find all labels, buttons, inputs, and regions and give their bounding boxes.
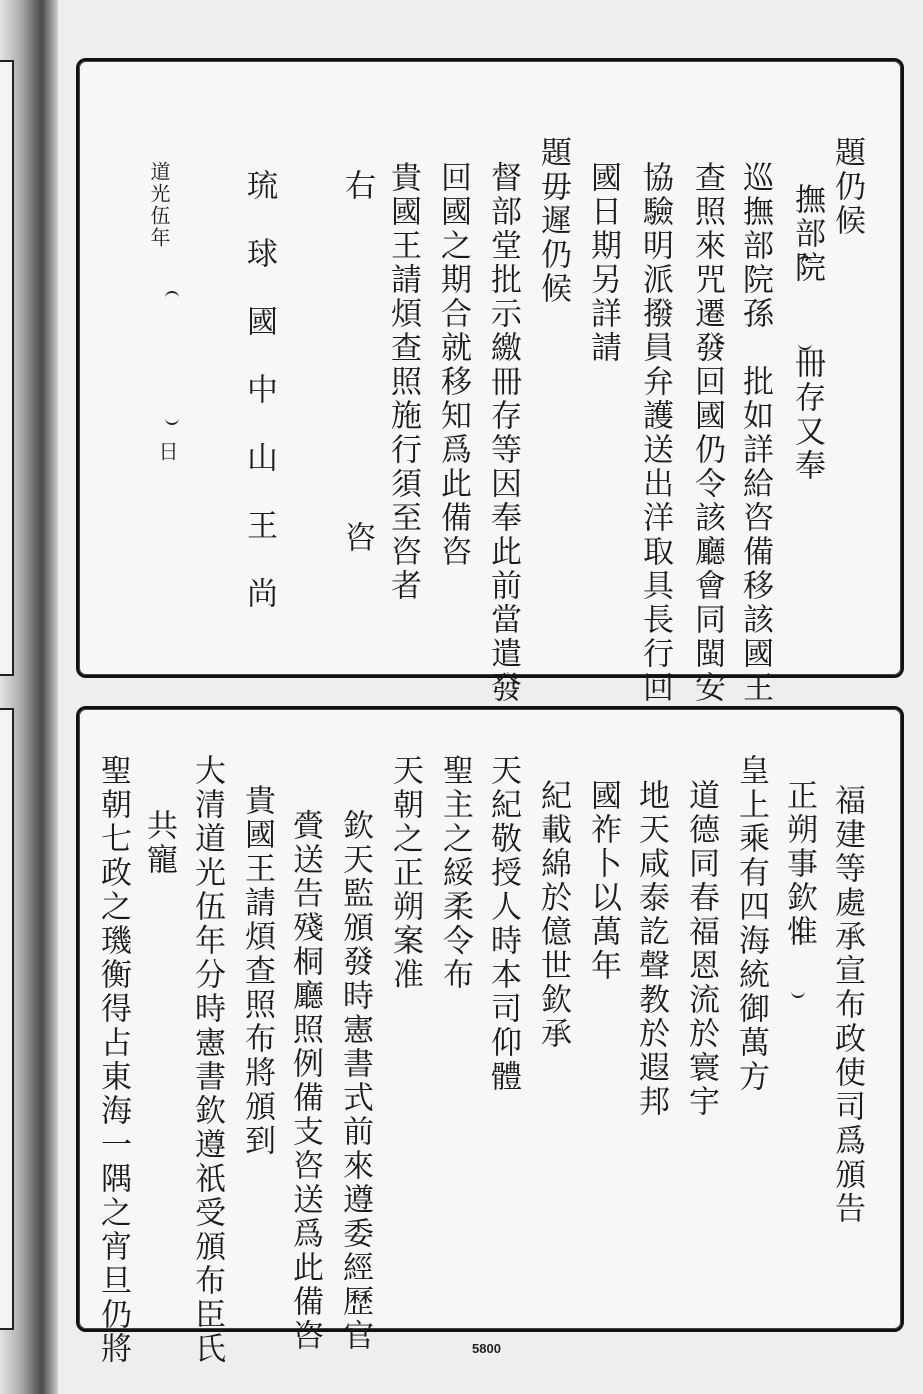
text-column: 天紀敬授人時本司仰體 bbox=[485, 754, 521, 1094]
date-column: 道光伍年 bbox=[147, 161, 171, 249]
text-column: 道德同春福恩流於寰宇 bbox=[683, 779, 719, 1119]
text-column: 聖主之綏柔令布 bbox=[437, 754, 473, 992]
text-column: 紀載綿於億世欽承 bbox=[535, 779, 571, 1051]
text-column: 賫送告殘桐廳照例備支咨送爲此備咨 bbox=[287, 809, 323, 1353]
text-column: 貴國王請煩查照施行須至咨者 bbox=[385, 161, 421, 603]
text-column: 冊存又奉 bbox=[789, 347, 825, 483]
text-column: 巡撫部院孫 批如詳給咨備移該國王 bbox=[737, 161, 773, 705]
text-column: 國祚卜以萬年 bbox=[585, 779, 621, 983]
text-column: 大清道光伍年分時憲書欽遵祇受頒布臣氏 bbox=[189, 754, 225, 1366]
text-column: 協驗明派撥員弁護送出洋取具長行回 bbox=[637, 161, 673, 705]
text-column: 欽天監頒發時憲書式前來遵委經歷官 bbox=[337, 809, 373, 1353]
text-column: 共寵 bbox=[141, 809, 177, 877]
facing-page-edge-bottom bbox=[0, 708, 14, 1330]
text-column: 右 bbox=[339, 169, 375, 203]
text-column: 題毋遲仍候 bbox=[535, 136, 571, 306]
name-placeholder-bracket bbox=[791, 934, 805, 998]
text-column: 督部堂批示繳冊存等因奉此前當遣發 bbox=[485, 161, 521, 705]
date-day: 日 bbox=[155, 441, 179, 463]
text-column: 福建等處承宣布政使司爲頒告 bbox=[829, 784, 865, 1226]
text-column: 琉 球 國 中 山 王 尚 bbox=[241, 169, 277, 611]
facing-page-edge-top bbox=[0, 60, 14, 676]
date-placeholder-bracket bbox=[165, 291, 179, 425]
book-binding-gutter bbox=[0, 0, 58, 1394]
text-column: 查照來咒遷發回國仍令該廳會同閩安 bbox=[689, 161, 725, 705]
top-document-panel bbox=[76, 58, 904, 705]
text-column: 咨 bbox=[339, 521, 375, 555]
text-column: 正朔事欽惟 bbox=[781, 779, 817, 949]
text-column: 題仍候 bbox=[829, 136, 865, 238]
text-column: 地天咸泰訖聲教於遐邦 bbox=[633, 779, 669, 1119]
name-placeholder-bracket bbox=[798, 256, 812, 350]
text-column: 天朝之正朔案准 bbox=[387, 754, 423, 992]
text-column: 回國之期合就移知爲此備咨 bbox=[435, 161, 471, 569]
text-column: 貴國王請煩查照布將頒到 bbox=[239, 784, 275, 1158]
text-column: 國日期另詳請 bbox=[585, 161, 621, 365]
text-column: 皇上乘有四海統御萬方 bbox=[733, 754, 769, 1094]
text-column: 聖朝七政之璣衡得占東海一隅之宵旦仍將 bbox=[95, 754, 131, 1366]
page-number: 5800 bbox=[472, 1341, 501, 1356]
text-column: 撫部院 bbox=[789, 183, 825, 285]
